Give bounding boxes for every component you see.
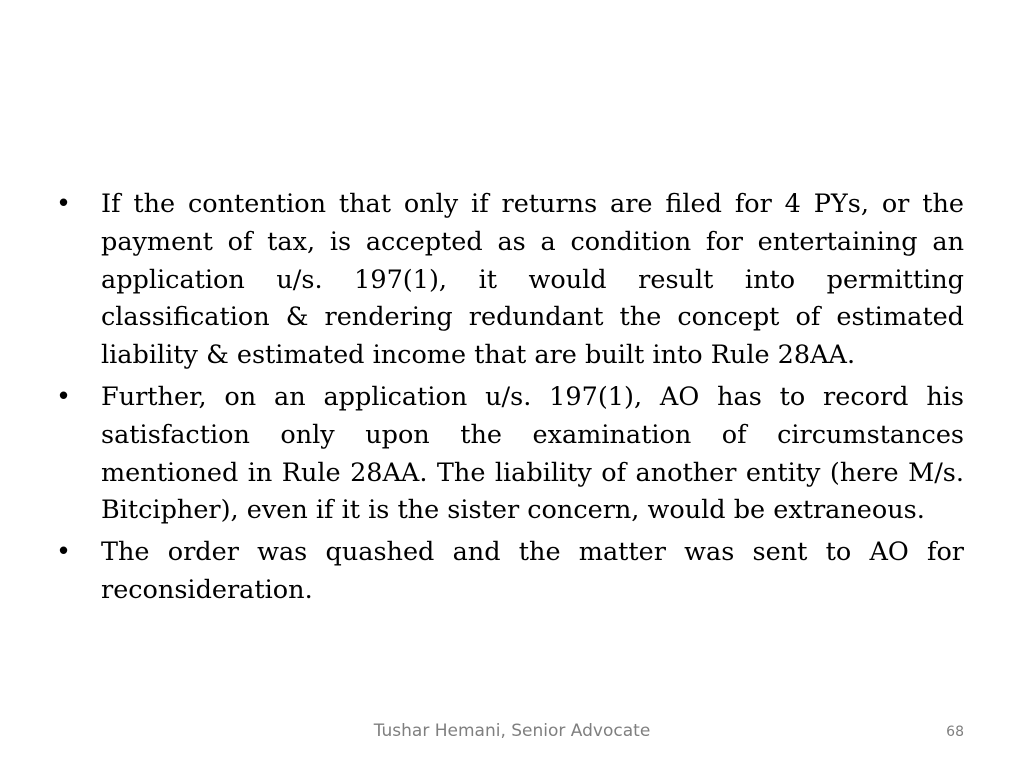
bullet-item bbox=[56, 186, 964, 375]
bullet-text: • Further, on an application u/s. 197(1), AO has to record his satisfaction only upon the examination of circumstances mentioned in Rule 28AA. The liability of another entity (here M/s. Bitcipher), even if it is the sister concern, would be extraneous. bbox=[101, 381, 964, 526]
page-number: 68 bbox=[946, 724, 964, 740]
bullet-text: • If the contention that only if returns are filed for 4 PYs, or the payment of tax, is accepted as a condition for entertaining an application u/s. 197(1), it would result into permitting classification & rendering redundant the concept of estimated liability & estimated income that are built into Rule 28AA. bbox=[101, 189, 964, 371]
bullet-item bbox=[56, 534, 964, 610]
bullet-item bbox=[56, 379, 964, 530]
bullet-list bbox=[56, 186, 964, 614]
bullet-text: • The order was quashed and the matter was sent to AO for reconsideration. bbox=[101, 537, 964, 605]
footer-author: Tushar Hemani, Senior Advocate bbox=[373, 721, 651, 741]
